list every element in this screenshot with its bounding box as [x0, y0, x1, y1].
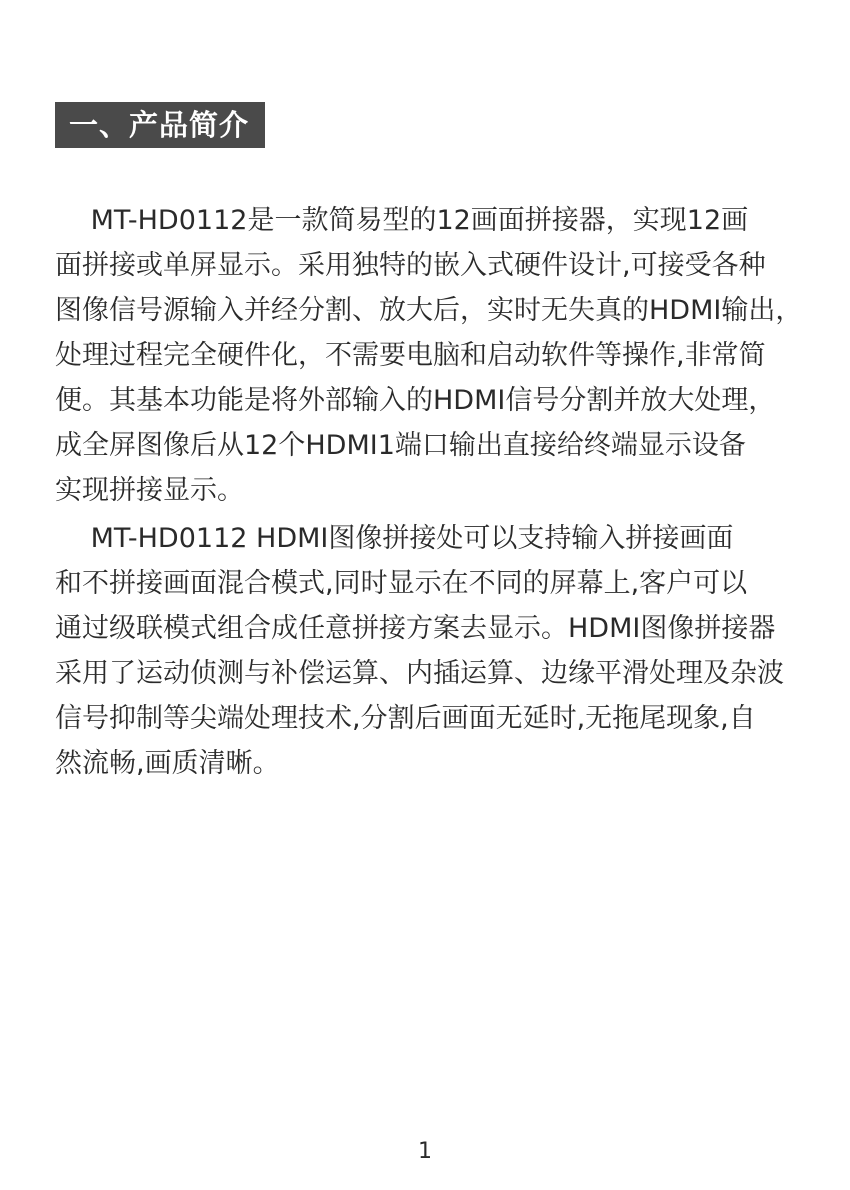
- text-line: 便。其基本功能是将外部输入的HDMI信号分割并放大处理，: [55, 385, 776, 416]
- text-line: 通过级联模式组合成任意拼接方案去显示。HDMI图像拼接器: [55, 613, 776, 644]
- page-number: 1: [418, 1139, 432, 1164]
- body-text: [55, 198, 803, 789]
- text-line: 采用了运动侦测与补偿运算、内插运算、边缘平滑处理及杂波: [55, 658, 784, 689]
- paragraph-2: [55, 516, 800, 786]
- text-line: 面拼接或单屏显示。采用独特的嵌入式硬件设计,可接受各种: [55, 250, 766, 281]
- text-line: MT-HD0112 HDMI图像拼接处可以支持输入拼接画面: [55, 523, 734, 554]
- text-line: MT-HD0112是一款简易型的12画面拼接器，实现12画: [55, 205, 749, 236]
- section-heading: 一、产品简介: [55, 102, 265, 148]
- paragraph-1: [55, 198, 803, 513]
- text-line: 和不拼接画面混合模式,同时显示在不同的屏幕上,客户可以: [55, 568, 748, 599]
- text-line: 成全屏图像后从12个HDMI1端口输出直接给终端显示设备: [55, 430, 746, 461]
- text-line: 信号抑制等尖端处理技术,分割后画面无延时,无拖尾现象,自: [55, 703, 756, 734]
- text-line: 实现拼接显示。: [55, 475, 244, 506]
- text-line: 处理过程完全硬件化，不需要电脑和启动软件等操作,非常简: [55, 340, 766, 371]
- text-line: 图像信号源输入并经分割、放大后，实时无失真的HDMI输出，: [55, 295, 803, 326]
- text-line: 然流畅,画质清晰。: [55, 748, 280, 779]
